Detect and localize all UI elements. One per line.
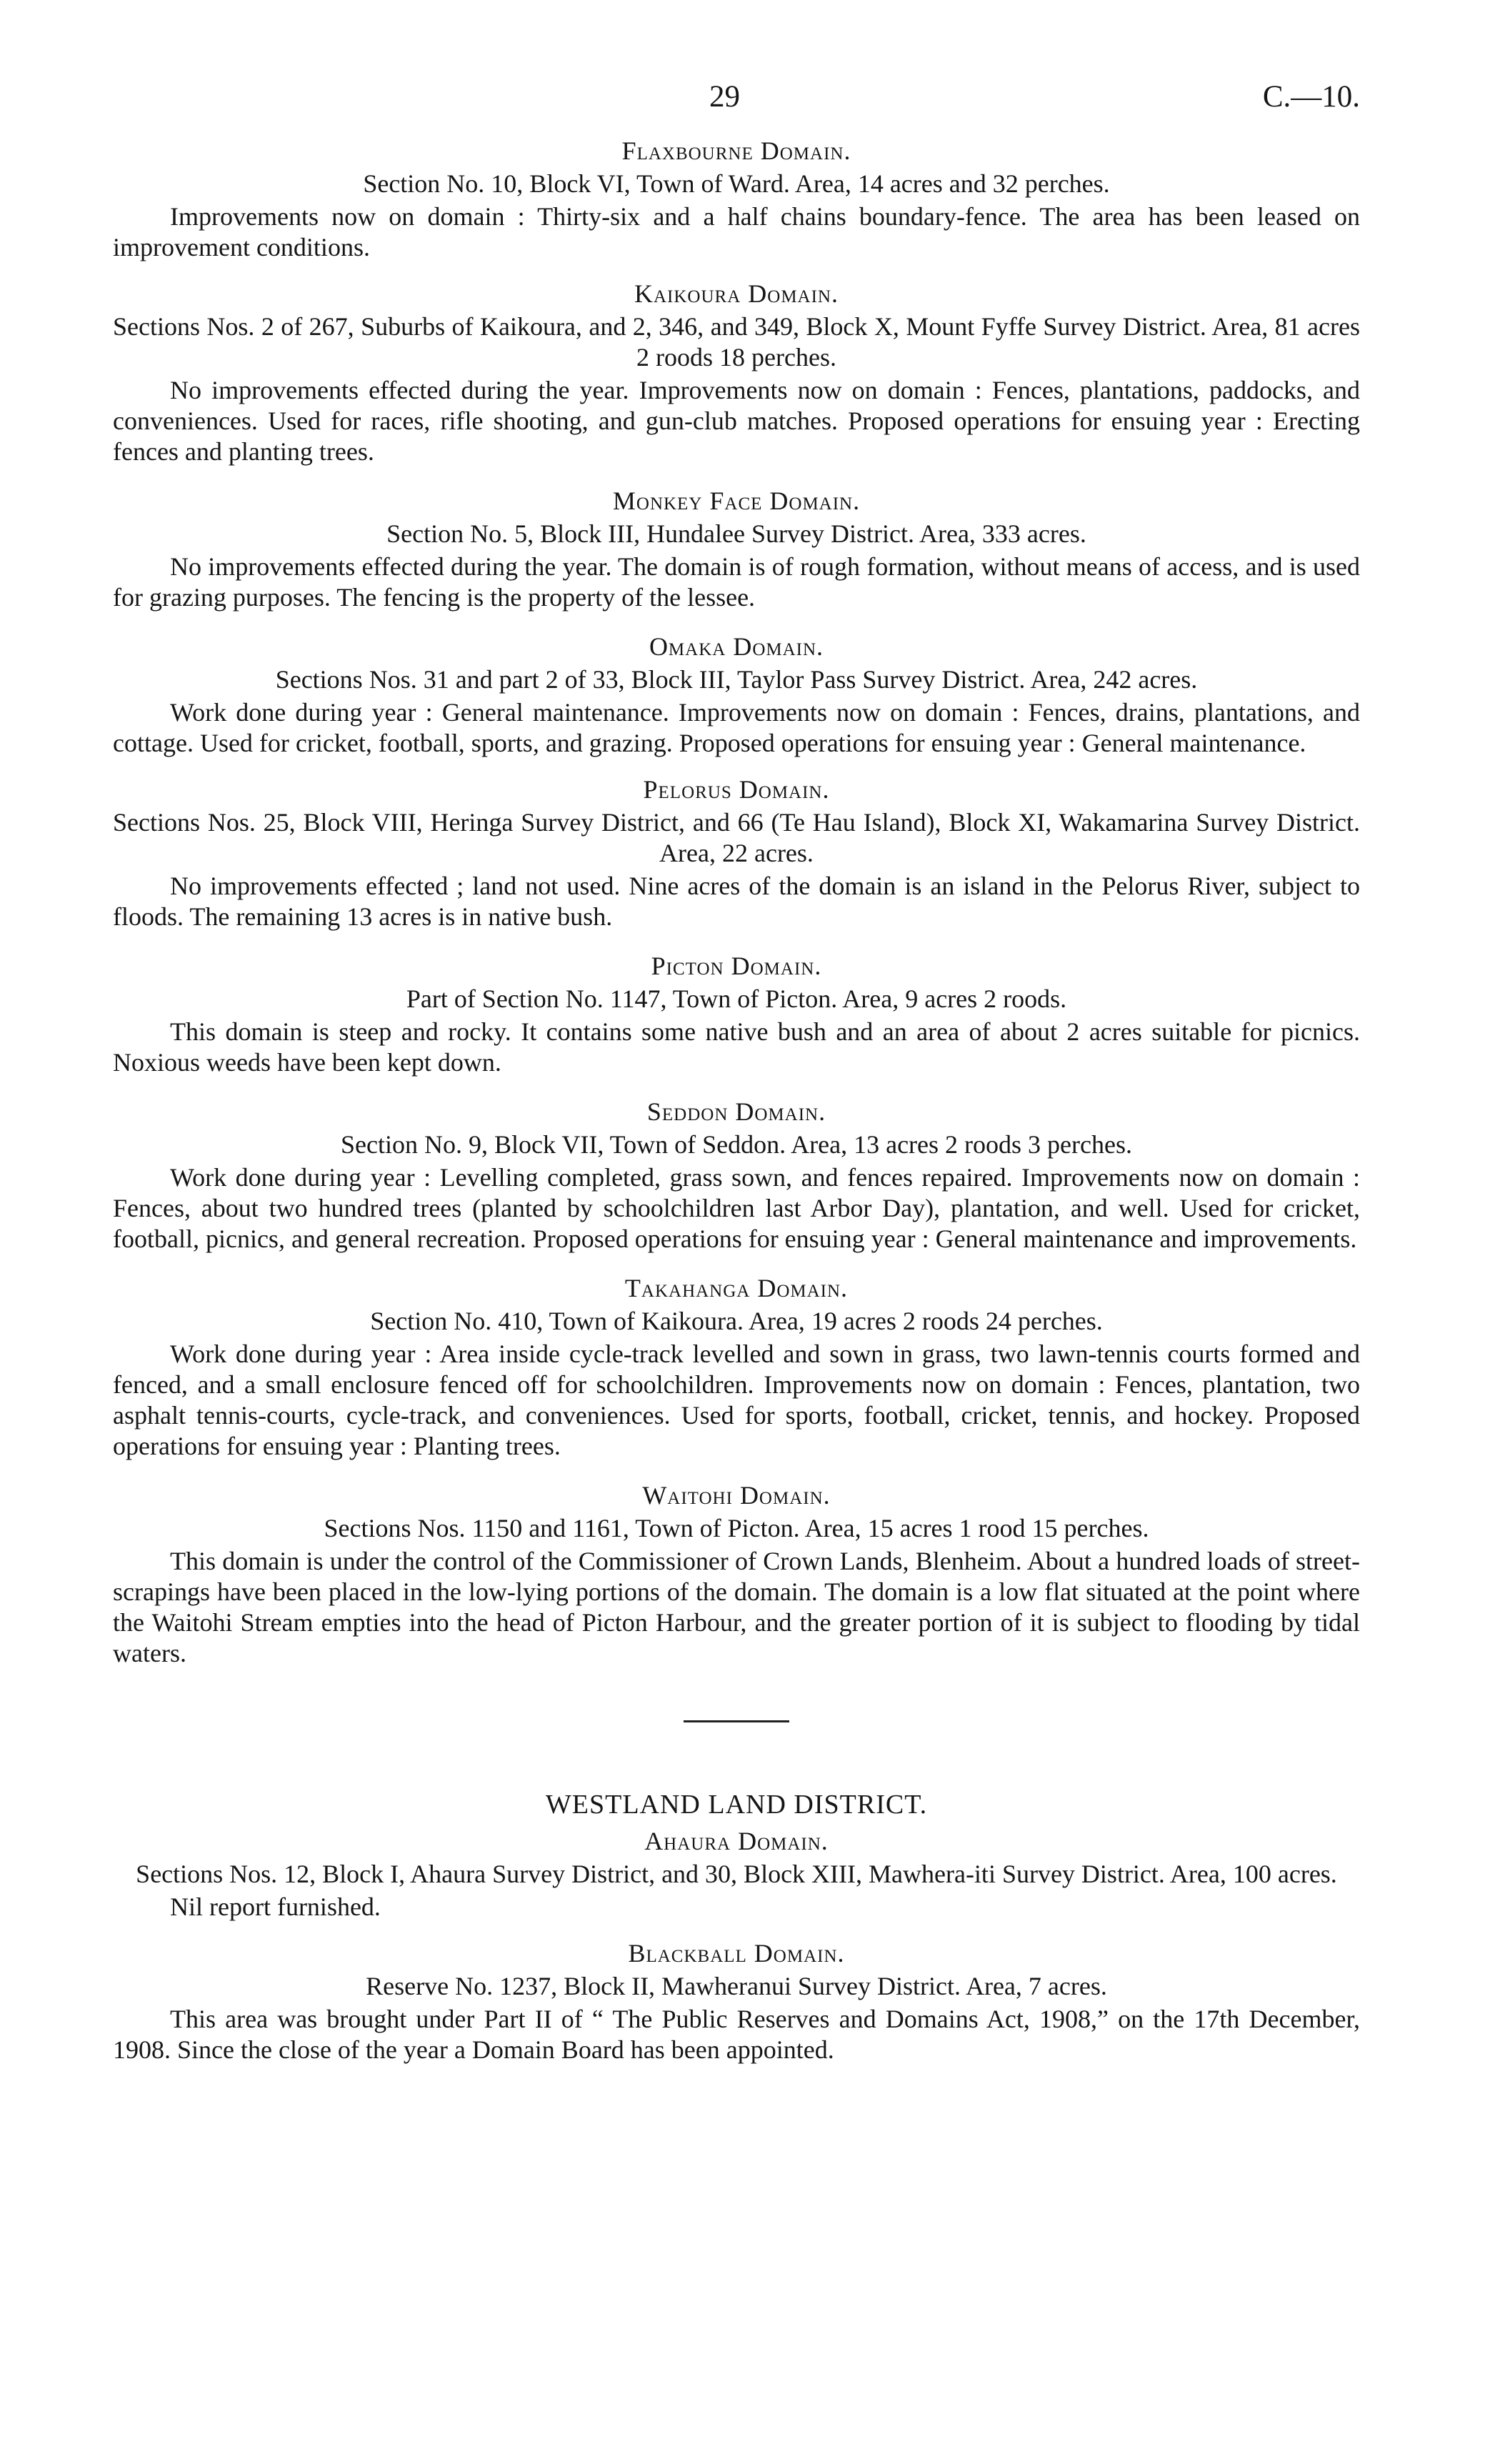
domain-entry-monkey-face [113, 486, 1360, 613]
domain-body: Improvements now on domain : Thirty-six and a half chains boundary-fence. The area has been leased on improvement conditions. [113, 202, 1360, 261]
domain-title: Pelorus Domain. [643, 775, 830, 804]
domain-body: No improvements effected during the year. The domain is of rough formation, without means of access, and is used for grazing purposes. The fencing is the property of the lessee. [113, 552, 1360, 612]
domain-body: Work done during year : General maintenance. Improvements now on domain : Fences, drains, plantations, and cottage. Used for cricket, football, sports, and grazing. Proposed operations for ensuing year : General maintenance. [113, 698, 1360, 757]
domain-body: No improvements effected ; land not used. Nine acres of the domain is an island in the Pelorus River, subject to floods. The remaining 13 acres is in native bush. [113, 872, 1360, 931]
domain-body: Work done during year : Area inside cycle-track levelled and sown in grass, two lawn-tennis courts formed and fenced, and a small enclosure fenced off for schoolchildren. Improvements now on domain : Fences, plantation, two asphalt tennis-courts, cycle-track, and conveniences. Used for sports, football, cricket, tennis, and hockey. Proposed operations for ensuing year : Planting trees. [113, 1340, 1360, 1460]
domain-title: Ahaura Domain. [644, 1827, 829, 1855]
domain-entry-kaikoura [113, 279, 1360, 467]
district-heading: WESTLAND LAND DISTRICT. [545, 1790, 928, 1820]
domain-title: Monkey Face Domain. [612, 487, 861, 515]
domain-body: This domain is steep and rocky. It contains some native bush and an area of about 2 acres suitable for picnics. Noxious weeds have been kept down. [113, 1017, 1360, 1077]
domain-body: Work done during year : Levelling completed, grass sown, and fences repaired. Improvements now on domain : Fences, about two hundred trees (planted by schoolchildren last Arbor Day), plantation, and well. Used for cricket, football, picnics, and general recreation. Proposed operations for ensuing year : General maintenance and improvements. [113, 1163, 1360, 1253]
domain-title: Kaikoura Domain. [634, 279, 839, 308]
domain-entry-pelorus [113, 774, 1360, 932]
page-header [113, 0, 1360, 136]
domain-section: Sections Nos. 31 and part 2 of 33, Block III, Taylor Pass Survey District. Area, 242 acres. [275, 665, 1198, 694]
domain-title: Takahanga Domain. [624, 1274, 849, 1302]
domain-title: Waitohi Domain. [642, 1481, 831, 1510]
page-number: 29 [709, 80, 740, 114]
domain-title: Seddon Domain. [646, 1097, 826, 1126]
domain-entry-picton [113, 951, 1360, 1078]
domain-title: Blackball Domain. [628, 1939, 845, 1967]
section-divider [684, 1720, 789, 1722]
domain-section: Sections Nos. 1150 and 1161, Town of Picton. Area, 15 acres 1 rood 15 perches. [324, 1514, 1149, 1542]
domain-entry-takahanga [113, 1273, 1360, 1462]
domain-section: Section No. 5, Block III, Hundalee Survey District. Area, 333 acres. [386, 519, 1086, 548]
domain-section: Sections Nos. 12, Block I, Ahaura Survey District, and 30, Block XIII, Mawhera-iti Survey District. Area, 100 acres. [136, 1860, 1337, 1888]
domain-body: This area was brought under Part II of “ The Public Reserves and Domains Act, 1908,” on the 17th December, 1908. Since the close of the year a Domain Board has been appointed. [113, 2005, 1360, 2064]
domain-title: Flaxbourne Domain. [621, 136, 851, 165]
domain-title: Picton Domain. [651, 952, 822, 980]
domain-section: Reserve No. 1237, Block II, Mawheranui Survey District. Area, 7 acres. [366, 1972, 1107, 2000]
document-reference: C.—10. [1262, 80, 1360, 114]
domain-entry-flaxbourne [113, 136, 1360, 263]
domain-entry-blackball [113, 1938, 1360, 2065]
domain-entry-waitohi [113, 1480, 1360, 1669]
domain-section: Part of Section No. 1147, Town of Picton. Area, 9 acres 2 roods. [406, 984, 1067, 1013]
domain-title: Omaka Domain. [649, 632, 824, 661]
domain-section: Sections Nos. 25, Block VIII, Heringa Survey District, and 66 (Te Hau Island), Block XI, Wakamarina Survey District. Area, 22 acres. [113, 808, 1360, 867]
domain-entry-seddon [113, 1097, 1360, 1255]
domain-body: No improvements effected during the year. Improvements now on domain : Fences, plantations, paddocks, and conveniences. Used for races, rifle shooting, and gun-club matches. Proposed operations for ensuing year : Erecting fences and planting trees. [113, 376, 1360, 466]
domain-section: Section No. 9, Block VII, Town of Seddon. Area, 13 acres 2 roods 3 perches. [341, 1130, 1132, 1159]
domain-entry-ahaura [113, 1826, 1360, 1922]
domain-section: Section No. 410, Town of Kaikoura. Area, 19 acres 2 roods 24 perches. [370, 1307, 1103, 1335]
domain-section: Sections Nos. 2 of 267, Suburbs of Kaikoura, and 2, 346, and 349, Block X, Mount Fyffe Survey District. Area, 81 acres 2 roods 18 perches. [113, 312, 1360, 371]
domain-section: Section No. 10, Block VI, Town of Ward. Area, 14 acres and 32 perches. [363, 169, 1110, 198]
domain-entry-omaka [113, 632, 1360, 759]
domain-body: This domain is under the control of the Commissioner of Crown Lands, Blenheim. About a hundred loads of street-scrapings have been placed in the low-lying portions of the domain. The domain is a low flat situated at the point where the Waitohi Stream empties into the head of Picton Harbour, and the greater portion of it is subject to flooding by tidal waters. [113, 1547, 1360, 1667]
domain-body: Nil report furnished. [170, 1892, 381, 1921]
